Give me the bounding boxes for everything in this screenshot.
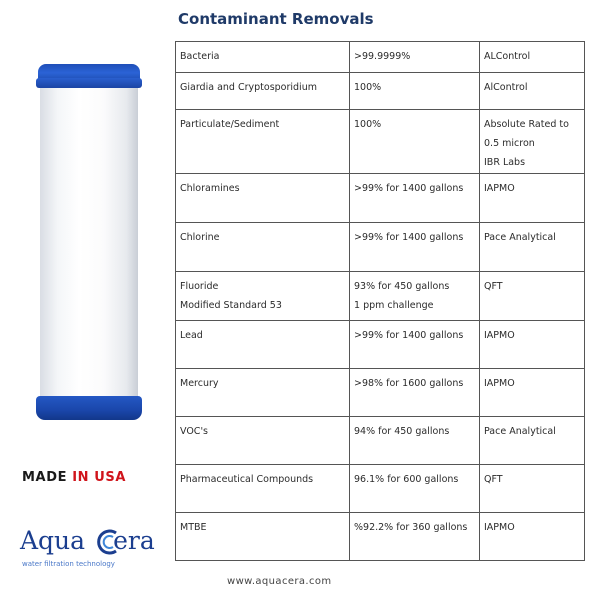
lab-text: IAPMO xyxy=(484,330,515,341)
contaminant-text: Bacteria xyxy=(180,51,220,62)
removal-cell xyxy=(350,223,480,272)
aquacera-logo xyxy=(20,522,170,572)
logo-name-right: era xyxy=(113,526,155,555)
table-row xyxy=(176,513,585,561)
contaminant-text: Chlorine xyxy=(180,232,220,243)
lab-text: AlControl xyxy=(484,82,528,93)
removal-cell xyxy=(350,42,480,73)
removal-cell xyxy=(350,513,480,561)
removal-cell xyxy=(350,73,480,110)
table-row xyxy=(176,73,585,110)
lab-cell xyxy=(480,42,585,73)
contaminant-text: Particulate/Sediment xyxy=(180,119,280,130)
removal-cell xyxy=(350,321,480,369)
lab-cell xyxy=(480,223,585,272)
lab-text: IAPMO xyxy=(484,522,515,533)
contaminant-text: Mercury xyxy=(180,378,219,389)
removal-text: %92.2% for 360 gallons xyxy=(354,522,468,533)
contaminant-cell xyxy=(176,272,350,321)
removal-text: 1 ppm challenge xyxy=(354,300,434,311)
lab-cell xyxy=(480,513,585,561)
contaminant-text: Pharmaceutical Compounds xyxy=(180,474,314,485)
contaminant-text: Chloramines xyxy=(180,183,240,194)
swirl-c-icon xyxy=(94,528,124,556)
lab-text: ALControl xyxy=(484,51,531,62)
contaminant-table xyxy=(175,41,585,561)
contaminant-cell xyxy=(176,174,350,223)
removal-text: 96.1% for 600 gallons xyxy=(354,474,459,485)
lab-cell xyxy=(480,110,585,174)
table-row xyxy=(176,321,585,369)
lab-text: IAPMO xyxy=(484,378,515,389)
removal-cell xyxy=(350,174,480,223)
page-title: Contaminant Removals xyxy=(178,10,374,28)
contaminant-cell xyxy=(176,465,350,513)
contaminant-cell xyxy=(176,369,350,417)
lab-cell xyxy=(480,369,585,417)
contaminant-text: Lead xyxy=(180,330,203,341)
contaminant-text: Modified Standard 53 xyxy=(180,300,282,311)
removal-text: 100% xyxy=(354,82,382,93)
contaminant-table-body xyxy=(176,42,585,561)
contaminant-text: VOC's xyxy=(180,426,209,437)
removal-text: >99% for 1400 gallons xyxy=(354,330,464,341)
contaminant-text: Giardia and Cryptosporidium xyxy=(180,82,317,93)
made-in-usa-badge xyxy=(22,470,126,485)
cartridge-bottom-cap xyxy=(36,396,142,420)
removal-text: >99% for 1400 gallons xyxy=(354,232,464,243)
contaminant-text: Fluoride xyxy=(180,281,219,292)
removal-text: >99.9999% xyxy=(354,51,411,62)
contaminant-cell xyxy=(176,223,350,272)
lab-cell xyxy=(480,321,585,369)
lab-text: Pace Analytical xyxy=(484,232,556,243)
logo-name-left: Aqua xyxy=(20,526,86,555)
lab-cell xyxy=(480,73,585,110)
logo-tagline: water filtration technology xyxy=(22,560,115,568)
table-row xyxy=(176,174,585,223)
table-row xyxy=(176,110,585,174)
cartridge-body xyxy=(40,86,138,400)
lab-text: QFT xyxy=(484,281,503,292)
lab-text: IAPMO xyxy=(484,183,515,194)
table-row xyxy=(176,42,585,73)
cartridge-top-rim xyxy=(36,78,142,88)
lab-cell xyxy=(480,272,585,321)
removal-text: 94% for 450 gallons xyxy=(354,426,450,437)
removal-text: >98% for 1600 gallons xyxy=(354,378,464,389)
lab-cell xyxy=(480,465,585,513)
lab-cell xyxy=(480,174,585,223)
contaminant-cell xyxy=(176,110,350,174)
lab-text: 0.5 micron xyxy=(484,138,535,149)
contaminant-cell xyxy=(176,321,350,369)
made-text: MADE xyxy=(22,470,68,485)
contaminant-text: MTBE xyxy=(180,522,207,533)
contaminant-cell xyxy=(176,42,350,73)
removal-text: >99% for 1400 gallons xyxy=(354,183,464,194)
logo-wordmark xyxy=(20,526,155,555)
removal-cell xyxy=(350,110,480,174)
removal-text: 100% xyxy=(354,119,382,130)
contaminant-cell xyxy=(176,73,350,110)
removal-text: 93% for 450 gallons xyxy=(354,281,450,292)
lab-text: Pace Analytical xyxy=(484,426,556,437)
table-row xyxy=(176,465,585,513)
removal-cell xyxy=(350,272,480,321)
removal-cell xyxy=(350,465,480,513)
lab-text: IBR Labs xyxy=(484,157,526,168)
table-row xyxy=(176,223,585,272)
table-row xyxy=(176,369,585,417)
removal-cell xyxy=(350,369,480,417)
lab-text: QFT xyxy=(484,474,503,485)
contaminant-cell xyxy=(176,513,350,561)
website-url: www.aquacera.com xyxy=(227,576,332,587)
lab-cell xyxy=(480,417,585,465)
table-row xyxy=(176,272,585,321)
removal-cell xyxy=(350,417,480,465)
in-usa-text: IN USA xyxy=(72,470,127,485)
filter-cartridge-image xyxy=(36,64,142,420)
contaminant-cell xyxy=(176,417,350,465)
lab-text: Absolute Rated to xyxy=(484,119,569,130)
table-row xyxy=(176,417,585,465)
